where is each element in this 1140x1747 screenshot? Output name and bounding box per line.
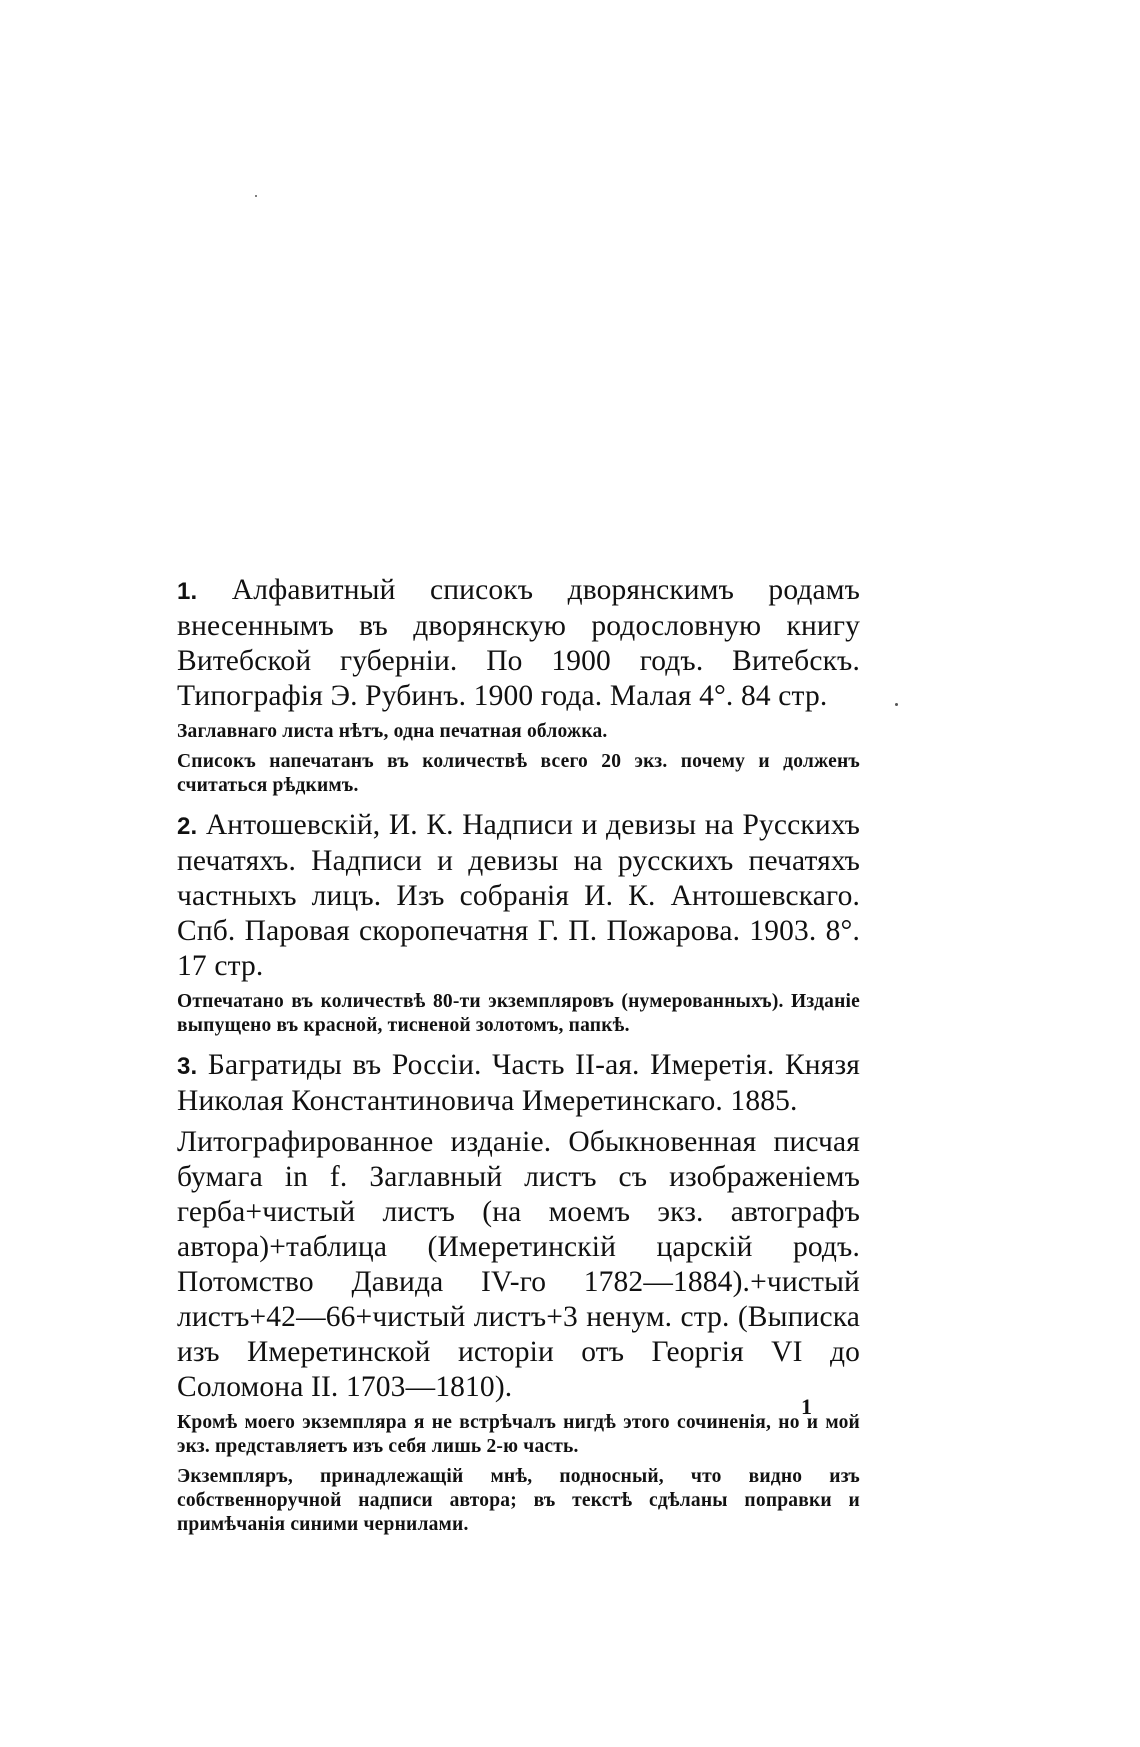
page-number: 1 xyxy=(801,1394,812,1419)
entry-description xyxy=(177,573,860,714)
entry-number: 2. xyxy=(177,813,198,840)
entry-text: Алфавитный списокъ дворянскимъ родамъ внесеннымъ въ дворянскую родословную книгу Витебской губерніи. По 1900 годъ. Витебскъ. Типографія Э. Рубинъ. 1900 года. Малая 4°. 84 стр. xyxy=(177,574,860,712)
paper-speck xyxy=(255,195,257,197)
text-column xyxy=(177,573,860,1541)
entry-note: Кромѣ моего экземпляра я не встрѣчалъ нигдѣ этого сочиненія, но и мой экз. представляетъ изъ себя лишь 2-ю часть. xyxy=(177,1412,860,1457)
entry-description xyxy=(177,1048,860,1119)
entry-text: Багратиды въ Россіи. Часть II-ая. Имеретія. Князя Николая Константиновича Имеретинскаго. 1885. xyxy=(177,1049,860,1117)
bibliography-entry xyxy=(177,573,860,798)
entry-note: Списокъ напечатанъ въ количествѣ всего 20 экз. почему и долженъ считаться рѣдкимъ. xyxy=(177,751,860,796)
entry-number: 3. xyxy=(177,1053,198,1080)
entry-note: Экземпляръ, принадлежащій мнѣ, подносный, что видно изъ собственноручной надписи автора; въ текстѣ сдѣланы поправки и примѣчанія синими чернилами. xyxy=(177,1466,860,1535)
paper-speck xyxy=(895,703,898,706)
bibliography-entry xyxy=(177,808,860,1038)
entry-text: Антошевскій, И. К. Надписи и девизы на Русскихъ печатяхъ. Надписи и девизы на русскихъ печатяхъ частныхъ лицъ. Изъ собранія И. К. Антошевскаго. Спб. Паровая скоропечатня Г. П. Пожарова. 1903. 8°. 17 стр. xyxy=(177,809,860,982)
bibliography-entry xyxy=(177,1048,860,1537)
entry-note: Отпечатано въ количествѣ 80-ти экземпляровъ (нумерованныхъ). Изданіе выпущено въ красной, тисненой золотомъ, папкѣ. xyxy=(177,991,860,1036)
entry-note: Заглавнаго листа нѣтъ, одна печатная обложка. xyxy=(177,721,608,742)
entry-number: 1. xyxy=(177,578,198,605)
entry-description xyxy=(177,808,860,984)
entry-continuation: Литографированное изданіе. Обыкновенная писчая бумага in f. Заглавный листъ съ изображеніемъ герба+чистый листъ (на моемъ экз. автографъ автора)+таблица (Имеретинскій царскій родъ. Потомство Давида IV-го 1782—1884).+чистый листъ+42—66+чистый листъ+3 ненум. стр. (Выписка изъ Имеретинской исторіи отъ Георгія VI до Соломона II. 1703—1810). xyxy=(177,1126,860,1403)
